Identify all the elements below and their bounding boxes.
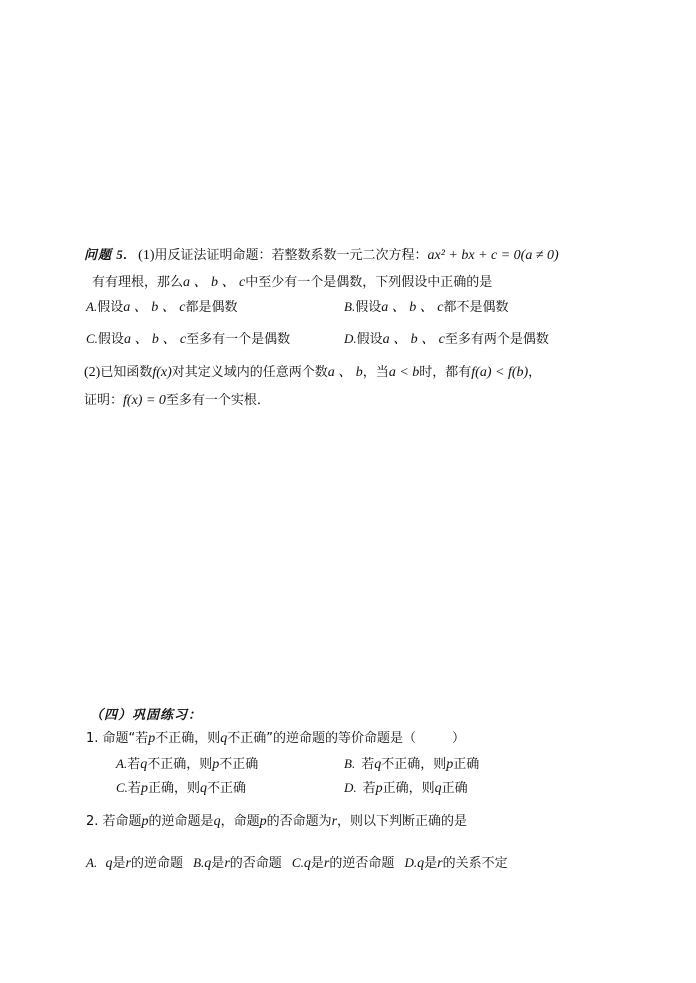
section4-heading: （四）巩固练习： [90, 707, 203, 722]
q2-options [86, 854, 508, 873]
option-text: 假设 [356, 332, 383, 347]
option-text: 是 [112, 856, 126, 871]
var: p [375, 781, 383, 796]
option-text: 假设 [355, 300, 382, 315]
option-label: A. [86, 855, 98, 870]
part2-label: (2) [84, 365, 101, 380]
quadratic-equation: ax² + bx + c = 0(a ≠ 0) [427, 248, 559, 263]
option-text: 假设 [97, 332, 124, 347]
q1-text: 不正确，则 [155, 731, 221, 746]
part1-label: (1) [138, 248, 155, 263]
option-text: 至多有一个是偶数 [186, 332, 291, 347]
option-label: B. [193, 855, 205, 870]
option-label: A. [116, 756, 128, 771]
option-d [344, 330, 549, 349]
var: r [437, 856, 443, 871]
option-text: 若 [127, 781, 141, 796]
q1-option-b [344, 755, 479, 774]
option-text: 是 [424, 856, 438, 871]
option-text: 不正确 [206, 781, 246, 796]
q2-text: 的否命题为 [266, 814, 332, 829]
q1-text: 不正确”的逆命题的等价命题是（ [227, 731, 417, 746]
abc-vars: a 、 b 、 c [123, 332, 187, 347]
q2-text: 2. 若命题 [86, 814, 142, 829]
option-text: 正确 [453, 757, 480, 772]
abc-vars: a 、 b 、 c [382, 332, 445, 347]
q1-text: ） [452, 731, 466, 746]
option-label: D. [344, 780, 357, 795]
ab-vars: a 、 b [327, 365, 363, 380]
var: q [417, 856, 425, 871]
var: r [323, 856, 330, 871]
var-p: p [259, 814, 267, 829]
part2-text: 对其定义域内的任意两个数 [171, 365, 328, 380]
option-text: 不正确，则 [147, 757, 213, 772]
option-text: 都不是偶数 [443, 300, 509, 315]
q2-option-d [404, 856, 507, 871]
line2-text-b: 中至少有一个是偶数，下列假设中正确的是 [245, 275, 493, 290]
var: q [204, 856, 212, 871]
var: r [224, 856, 230, 871]
var-q: q [220, 731, 228, 746]
var-p: p [141, 814, 149, 829]
q2-option-c [292, 856, 394, 871]
option-text: 若 [362, 781, 376, 796]
problem5-line1 [84, 246, 559, 265]
part2-line2 [84, 392, 270, 410]
var: q [105, 856, 113, 871]
option-text: 不正确，则 [381, 757, 447, 772]
problem5-line2 [92, 274, 492, 292]
option-label: A. [86, 299, 98, 314]
option-text: 若 [127, 757, 141, 772]
var-q: q [213, 814, 221, 829]
option-text: 正确 [441, 781, 468, 796]
option-label: C. [116, 780, 128, 795]
q1-option-c [116, 779, 246, 798]
option-text: 若 [361, 757, 375, 772]
option-text: 是 [310, 856, 324, 871]
option-label: B. [344, 299, 356, 314]
fa-lt-fb-expr: f(a) < f(b) [471, 365, 529, 380]
part1-text: 用反证法证明命题：若整数系数一元二次方程： [154, 248, 428, 263]
option-text: 至多有两个是偶数 [444, 332, 549, 347]
inequality-expr: a < b [388, 365, 420, 380]
q2-option-a [86, 856, 183, 871]
var: q [434, 781, 442, 796]
q1-option-d [344, 779, 468, 798]
q1-text: 1. 命题“若 [86, 731, 149, 746]
var: p [140, 781, 148, 796]
var: r [125, 856, 131, 871]
q2-option-b [193, 856, 282, 871]
option-text: 不正确 [219, 757, 259, 772]
proof-text: 至多有一个实根． [165, 393, 270, 408]
part2-text: 时，都有 [419, 365, 472, 380]
problem5-heading: 问题 5. [84, 247, 129, 262]
part2-text: ， [528, 365, 542, 380]
option-label: B. [344, 756, 356, 771]
option-text: 正确，则 [147, 781, 200, 796]
var: q [199, 781, 207, 796]
fx-expr: f(x) [152, 365, 172, 380]
var-p: p [148, 731, 156, 746]
q2-text: ，则以下判断正确的是 [337, 814, 468, 829]
part2-line1 [84, 364, 541, 382]
part2-text: 已知函数 [100, 365, 153, 380]
option-label: D. [404, 855, 418, 870]
var: q [303, 856, 311, 871]
q2-text: 的逆命题是 [148, 814, 214, 829]
var: p [446, 757, 454, 772]
proof-text: 证明： [84, 393, 124, 408]
abc-vars: a 、 b 、 c [381, 300, 444, 315]
q2-stem [86, 813, 467, 831]
q2-text: ，命题 [220, 814, 260, 829]
var-r: r [331, 814, 338, 829]
abc-vars: a 、 b 、 c [183, 275, 246, 290]
option-label: C. [291, 855, 304, 870]
option-text: 都是偶数 [185, 300, 238, 315]
option-label: C. [86, 331, 98, 346]
fx-eq0-expr: f(x) = 0 [123, 393, 166, 408]
option-label: D. [344, 331, 357, 346]
option-text: 假设 [97, 300, 124, 315]
option-text: 正确，则 [382, 781, 435, 796]
option-text: 的关系不定 [442, 856, 508, 871]
option-c [86, 330, 290, 349]
part2-text: ，当 [362, 365, 389, 380]
q1-stem [86, 730, 465, 748]
var: p [212, 757, 220, 772]
option-text: 是 [211, 856, 225, 871]
option-text: 的逆否命题 [329, 856, 395, 871]
abc-vars: a 、 b 、 c [123, 300, 186, 315]
line2-text-a: 有有理根，那么 [92, 275, 184, 290]
option-text: 的否命题 [229, 856, 282, 871]
option-text: 的逆命题 [130, 856, 183, 871]
option-b [344, 298, 508, 317]
var: q [374, 757, 382, 772]
q1-option-a [116, 755, 258, 774]
var: q [140, 757, 148, 772]
option-a [86, 298, 237, 317]
